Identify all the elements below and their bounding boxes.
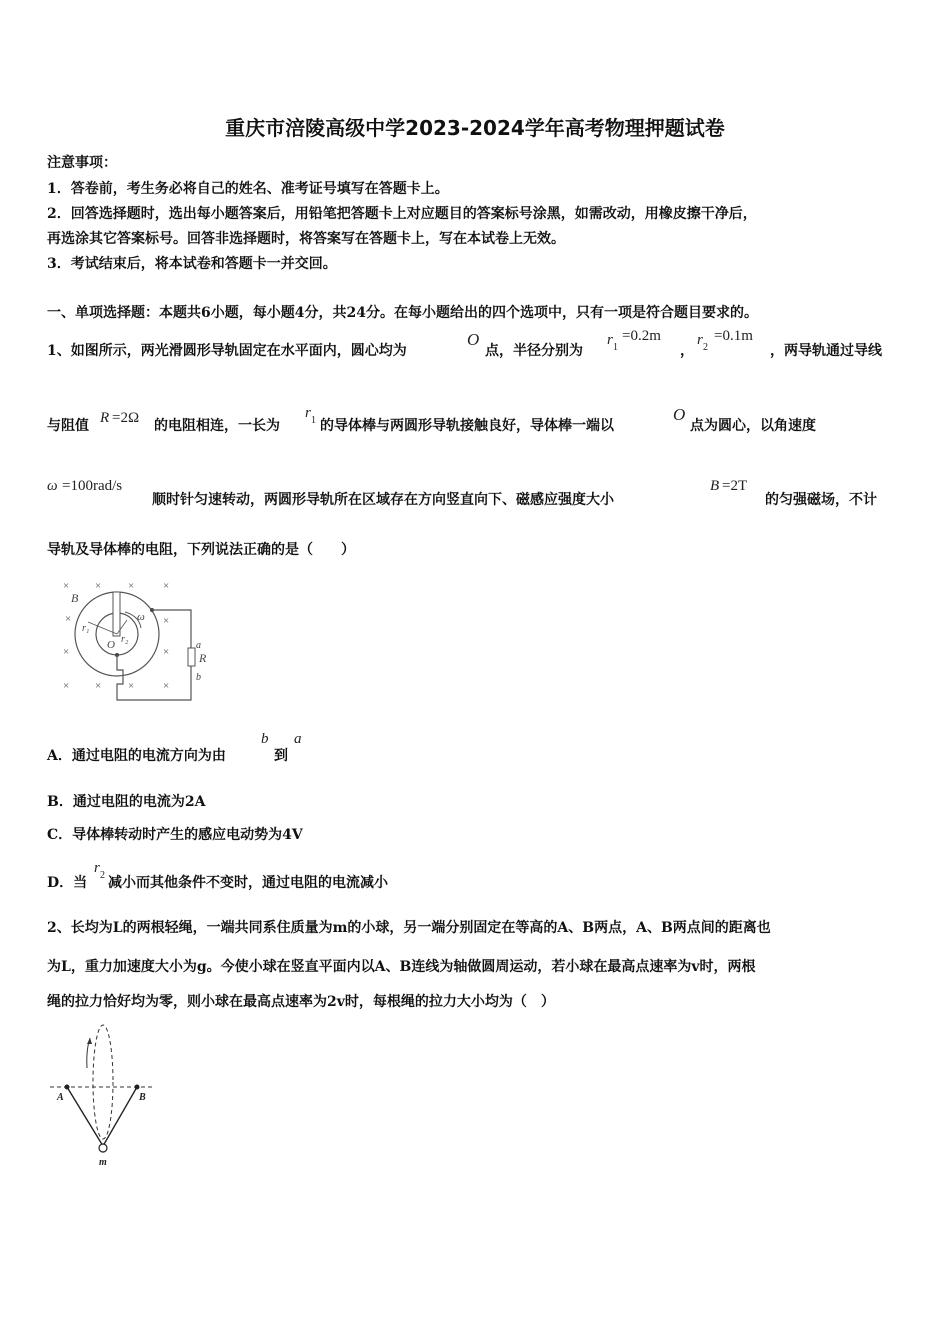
field-cross: ×	[163, 580, 170, 592]
question-text-segment: ，两导轨通过导线	[770, 343, 882, 359]
option-a: A．通过电阻的电流方向为由	[47, 748, 226, 764]
math-r1-sub: 1	[613, 342, 618, 353]
notice-item: 3．考试结束后，将本试卷和答题卡一并交回。	[47, 256, 337, 272]
math-O: O	[673, 405, 686, 424]
question-text-segment: 导轨及导体棒的电阻，下列说法正确的是（ ）	[47, 542, 355, 558]
label-m: m	[99, 1157, 107, 1168]
option-c: C．导体棒转动时产生的感应电动势为4V	[47, 827, 303, 843]
math-r2: r	[697, 332, 703, 348]
option-b: B．通过电阻的电流为2A	[47, 794, 206, 810]
question-text-segment: 与阻值	[47, 418, 89, 434]
question-2-line: 2、长均为L的两根轻绳，一端共同系住质量为m的小球，另一端分别固定在等高的A、B两点，A、B两点间的距离也	[47, 920, 771, 936]
figure-pendulum	[45, 1020, 165, 1170]
option-d: D．当	[47, 875, 88, 891]
math-O: O	[467, 330, 480, 349]
field-cross: ×	[163, 646, 170, 658]
math-r1-sub: 1	[311, 415, 316, 426]
math-r2: r	[94, 860, 100, 876]
label-r1: r₁	[82, 623, 90, 634]
question-text-segment: 1、如图所示，两光滑圆形导轨固定在水平面内，圆心均为	[47, 343, 407, 359]
question-text-segment: 顺时针匀速转动，两圆形导轨所在区域存在方向竖直向下、磁感应强度大小	[152, 492, 614, 508]
field-label-B: B	[71, 591, 79, 605]
math-r2-sub: 2	[703, 342, 708, 353]
field-cross: ×	[128, 580, 135, 592]
question-text-segment: 的导体棒与两圆形导轨接触良好，导体棒一端以	[320, 418, 614, 434]
math-r1-value: =0.2m	[622, 328, 661, 344]
label-r2: r₂	[121, 634, 129, 645]
field-cross: ×	[163, 615, 170, 627]
comma: ，	[680, 343, 694, 359]
notice-item: 2．回答选择题时，选出每小题答案后，用铅笔把答题卡上对应题目的答案标号涂黑，如需改动，用橡皮擦干净后，	[47, 206, 757, 222]
label-omega: ω	[137, 611, 145, 623]
math-omega-value: =100rad/s	[62, 478, 123, 494]
question-text-segment: 的匀强磁场，不计	[765, 492, 877, 508]
math-b: b	[261, 731, 269, 747]
label-A: A	[57, 1092, 64, 1103]
page-title: 重庆市涪陵高级中学2023-2024学年高考物理押题试卷	[225, 116, 725, 140]
notice-heading: 注意事项：	[47, 155, 117, 171]
math-a: a	[294, 731, 302, 747]
question-1-text	[47, 340, 407, 360]
question-text-segment: 点为圆心，以角速度	[690, 418, 816, 434]
field-cross: ×	[63, 646, 70, 658]
notice-item: 再选涂其它答案标号。回答非选择题时，将答案写在答题卡上，写在本试卷上无效。	[47, 231, 565, 247]
section-heading: 一、单项选择题：本题共6小题，每小题4分，共24分。在每小题给出的四个选项中，只有一项是符合题目要求的。	[47, 305, 758, 321]
question-2-line: 为L，重力加速度大小为g。今使小球在竖直平面内以A、B连线为轴做圆周运动，若小球在最高点速率为v时，两根	[47, 959, 756, 975]
math-r2-sub: 2	[100, 870, 105, 881]
question-text-segment: 的电阻相连，一长为	[154, 418, 280, 434]
label-B: B	[139, 1092, 146, 1103]
figure-rail-circuit	[55, 572, 225, 707]
question-2-line: 绳的拉力恰好均为零，则小球在最高点速率为2v时，每根绳的拉力大小均为（ ）	[47, 994, 555, 1010]
field-cross: ×	[95, 680, 102, 692]
label-b: b	[196, 672, 201, 683]
field-cross: ×	[95, 580, 102, 592]
math-R-value: =2Ω	[112, 410, 140, 426]
field-cross: ×	[63, 680, 70, 692]
option-d-text: 减小而其他条件不变时，通过电阻的电流减小	[108, 875, 388, 891]
field-cross: ×	[63, 580, 70, 592]
notice-item: 1．答卷前，考生务必将自己的姓名、准考证号填写在答题卡上。	[47, 181, 449, 197]
math-r2-value: =0.1m	[714, 328, 753, 344]
math-omega: ω	[47, 478, 58, 494]
question-text-segment: 点，半径分别为	[485, 343, 583, 359]
math-B-value: =2T	[722, 478, 748, 494]
option-a-text: 到	[274, 748, 288, 764]
math-B: B	[710, 478, 720, 494]
field-cross: ×	[128, 680, 135, 692]
field-cross: ×	[163, 680, 170, 692]
math-r1: r	[607, 332, 613, 348]
math-r1: r	[305, 405, 311, 421]
label-a: a	[196, 640, 201, 651]
field-cross: ×	[65, 613, 72, 625]
label-O: O	[107, 639, 115, 651]
math-R: R	[100, 410, 110, 426]
label-R: R	[199, 651, 207, 665]
